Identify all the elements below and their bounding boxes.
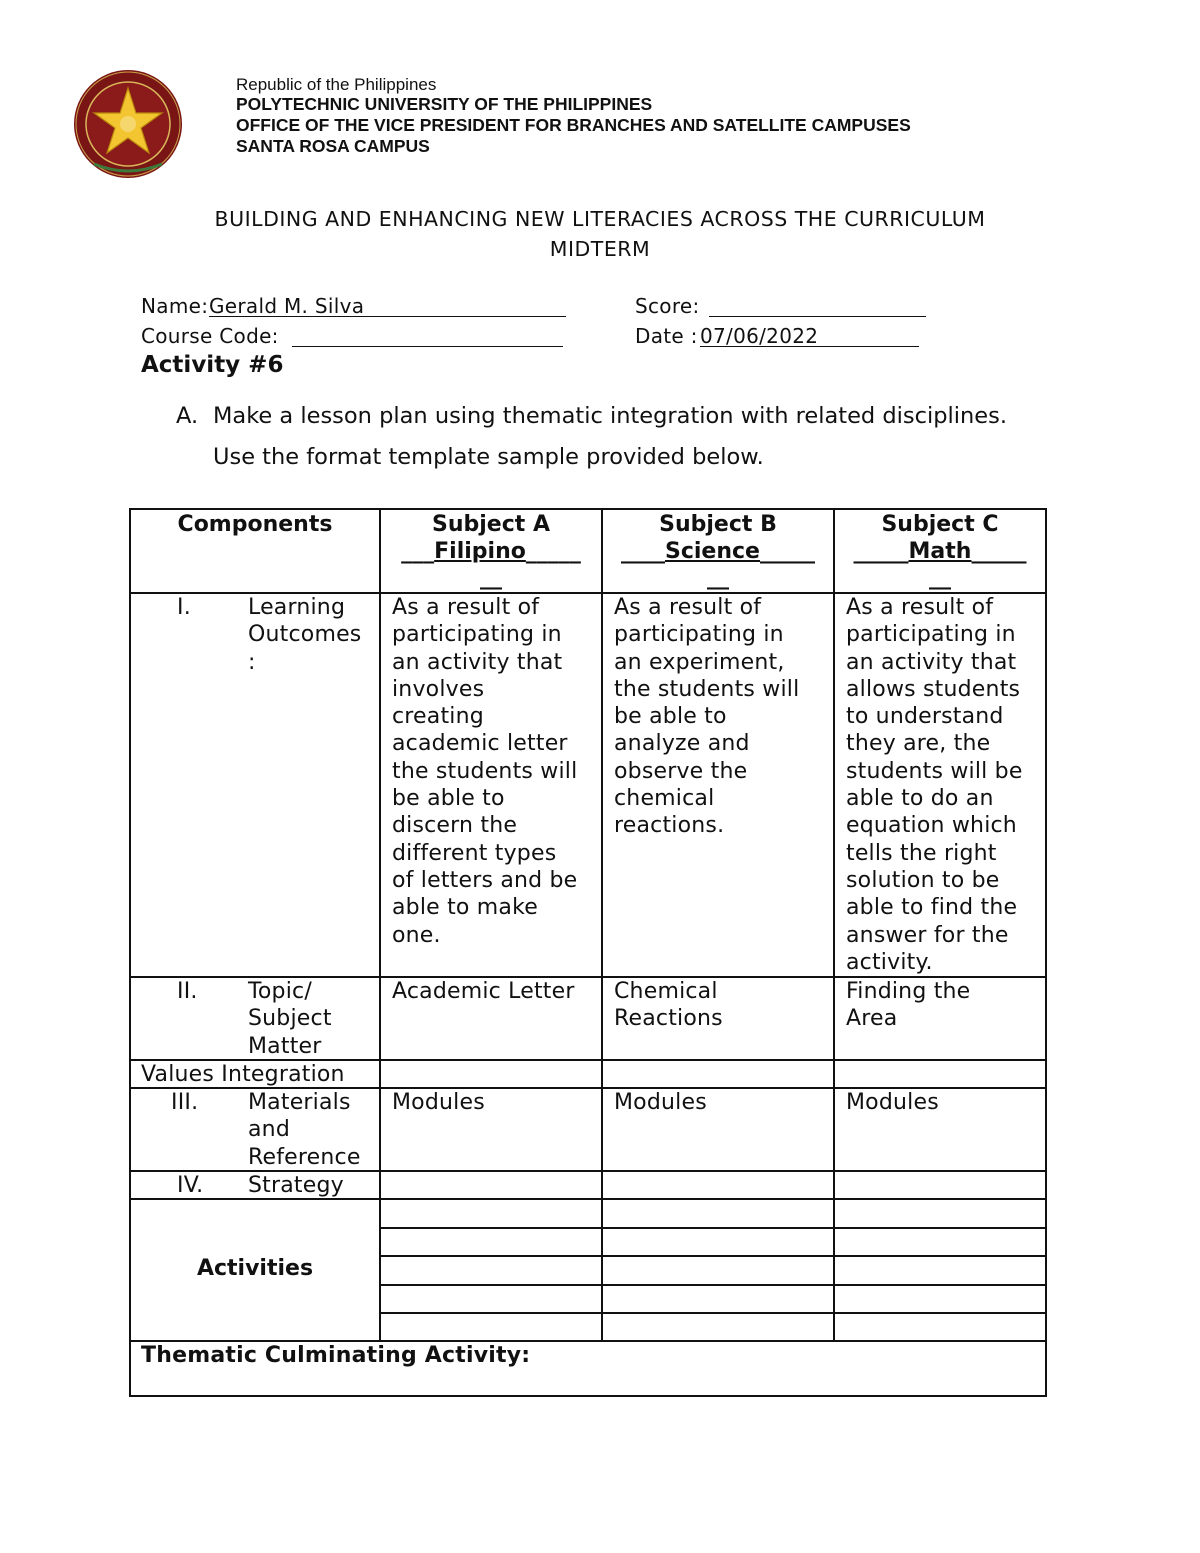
- score-underline: [709, 292, 926, 317]
- cell-line: Chemical: [614, 979, 718, 1004]
- label-line: and: [248, 1117, 290, 1143]
- topic-subject-c: [846, 978, 970, 1033]
- cell-line: Finding the: [846, 979, 971, 1004]
- course-code-underline: [292, 322, 563, 347]
- topic-label: [248, 978, 332, 1060]
- subject-b-label: Subject B: [659, 512, 777, 537]
- subject-a-name: ___Filipino_____: [401, 538, 581, 564]
- label-line: Subject: [248, 1006, 332, 1032]
- cell-line: able to find the: [846, 895, 1018, 921]
- materials-subject-b: Modules: [614, 1090, 707, 1115]
- cell-line: discern the: [392, 813, 518, 839]
- row-numeral: IV.: [177, 1173, 204, 1198]
- label-line: Topic/: [248, 979, 312, 1004]
- cell-line: reactions.: [614, 813, 725, 839]
- cell-line: As a result of: [614, 595, 762, 620]
- label-line: :: [248, 649, 256, 675]
- cell-line: to understand: [846, 704, 1004, 730]
- header-university: POLYTECHNIC UNIVERSITY OF THE PHILIPPINES: [236, 94, 653, 114]
- outcome-subject-a: [392, 594, 577, 949]
- materials-subject-c: Modules: [846, 1090, 939, 1115]
- row-numeral: I.: [177, 595, 191, 620]
- outcome-subject-c: [846, 594, 1023, 976]
- topic-subject-a: [392, 978, 575, 1005]
- materials-label: [248, 1089, 361, 1171]
- values-integration-label: Values Integration: [141, 1062, 345, 1087]
- subject-c-label: Subject C: [881, 512, 999, 537]
- cell-line: equation which: [846, 813, 1017, 839]
- column-divider: [601, 510, 603, 1341]
- subject-b-name: ____Science_____: [621, 538, 815, 564]
- instruction-line-2: Use the format template sample provided below.: [213, 444, 764, 470]
- label-line: Reference: [248, 1144, 361, 1170]
- cell-line: able to make: [392, 895, 538, 921]
- cell-line: participating in: [392, 622, 562, 648]
- subject-a-header: [381, 512, 601, 592]
- date-underline: [700, 322, 919, 347]
- cell-line: different types: [392, 840, 557, 866]
- document-title: BUILDING AND ENHANCING NEW LITERACIES ACROSS THE CURRICULUM: [214, 207, 986, 231]
- instruction-letter: A.: [176, 403, 199, 429]
- learning-outcomes-label: [248, 594, 361, 676]
- cell-line: students will be: [846, 758, 1023, 784]
- label-line: Learning: [248, 595, 346, 620]
- header-campus: SANTA ROSA CAMPUS: [236, 136, 430, 156]
- row-numeral: II.: [177, 979, 198, 1004]
- cell-line: of letters and be: [392, 867, 578, 893]
- components-header: Components: [177, 512, 333, 537]
- cell-line: participating in: [614, 622, 784, 648]
- row-divider: [380, 1312, 1045, 1314]
- activity-heading: Activity #6: [141, 352, 284, 378]
- cell-line: one.: [392, 922, 441, 948]
- cell-line: they are, the: [846, 731, 991, 757]
- subject-a-label: Subject A: [432, 512, 550, 537]
- cell-line: solution to be: [846, 867, 1000, 893]
- cell-line: chemical: [614, 786, 715, 812]
- cell-line: the students will: [614, 676, 800, 702]
- activities-label: Activities: [196, 1256, 314, 1281]
- column-divider: [379, 510, 381, 1341]
- cell-line: be able to: [614, 704, 727, 730]
- header-republic: Republic of the Philippines: [236, 75, 437, 94]
- outcome-subject-b: [614, 594, 799, 840]
- instruction-line-1: Make a lesson plan using thematic integration with related disciplines.: [213, 403, 1007, 429]
- document-subtitle: MIDTERM: [549, 237, 651, 261]
- cell-line: answer for the: [846, 922, 1009, 948]
- subject-b-tail: __: [707, 565, 729, 590]
- cell-line: an activity that: [392, 649, 563, 675]
- label-line: Materials: [248, 1090, 351, 1115]
- cell-line: creating: [392, 704, 484, 730]
- cell-line: analyze and: [614, 731, 750, 757]
- cell-line: participating in: [846, 622, 1016, 648]
- cell-line: able to do an: [846, 786, 994, 812]
- cell-line: activity.: [846, 949, 933, 975]
- lesson-plan-table: [129, 508, 1047, 1397]
- subject-c-tail: __: [929, 565, 951, 590]
- cell-line: Area: [846, 1006, 898, 1032]
- subject-a-tail: __: [480, 565, 502, 590]
- cell-line: observe the: [614, 758, 748, 784]
- column-divider: [833, 510, 835, 1341]
- row-numeral: III.: [171, 1090, 199, 1115]
- course-code-label: Course Code:: [141, 324, 279, 348]
- subject-c-name: _____Math_____: [853, 538, 1027, 564]
- subject-b-header: [603, 512, 833, 592]
- cell-line: academic letter: [392, 731, 568, 757]
- header-office: OFFICE OF THE VICE PRESIDENT FOR BRANCHES AND SATELLITE CAMPUSES: [236, 115, 911, 135]
- cell-line: As a result of: [392, 595, 540, 620]
- subject-c-header: [835, 512, 1045, 592]
- row-divider: [380, 1255, 1045, 1257]
- name-label: Name:: [141, 294, 209, 318]
- topic-subject-b: [614, 978, 723, 1033]
- cell-line: tells the right: [846, 840, 997, 866]
- cell-line: Reactions: [614, 1006, 723, 1032]
- date-label: Date :: [635, 324, 698, 348]
- score-label: Score:: [635, 294, 700, 318]
- cell-line: Academic Letter: [392, 979, 575, 1004]
- cell-line: be able to: [392, 786, 505, 812]
- university-seal-icon: [72, 68, 184, 180]
- cell-line: involves: [392, 676, 485, 702]
- name-underline: [209, 292, 566, 317]
- row-divider: [380, 1284, 1045, 1286]
- cell-line: allows students: [846, 676, 1021, 702]
- materials-subject-a: Modules: [392, 1090, 485, 1115]
- strategy-label: Strategy: [248, 1173, 344, 1198]
- cell-line: As a result of: [846, 595, 994, 620]
- label-line: Outcomes: [248, 622, 362, 648]
- cell-line: an experiment,: [614, 649, 785, 675]
- culminating-activity-label: Thematic Culminating Activity:: [141, 1343, 531, 1368]
- cell-line: the students will: [392, 758, 578, 784]
- cell-line: an activity that: [846, 649, 1017, 675]
- name-value[interactable]: Gerald M. Silva: [209, 294, 365, 318]
- date-value[interactable]: 07/06/2022: [700, 324, 819, 348]
- label-line: Matter: [248, 1033, 322, 1059]
- row-divider: [380, 1227, 1045, 1229]
